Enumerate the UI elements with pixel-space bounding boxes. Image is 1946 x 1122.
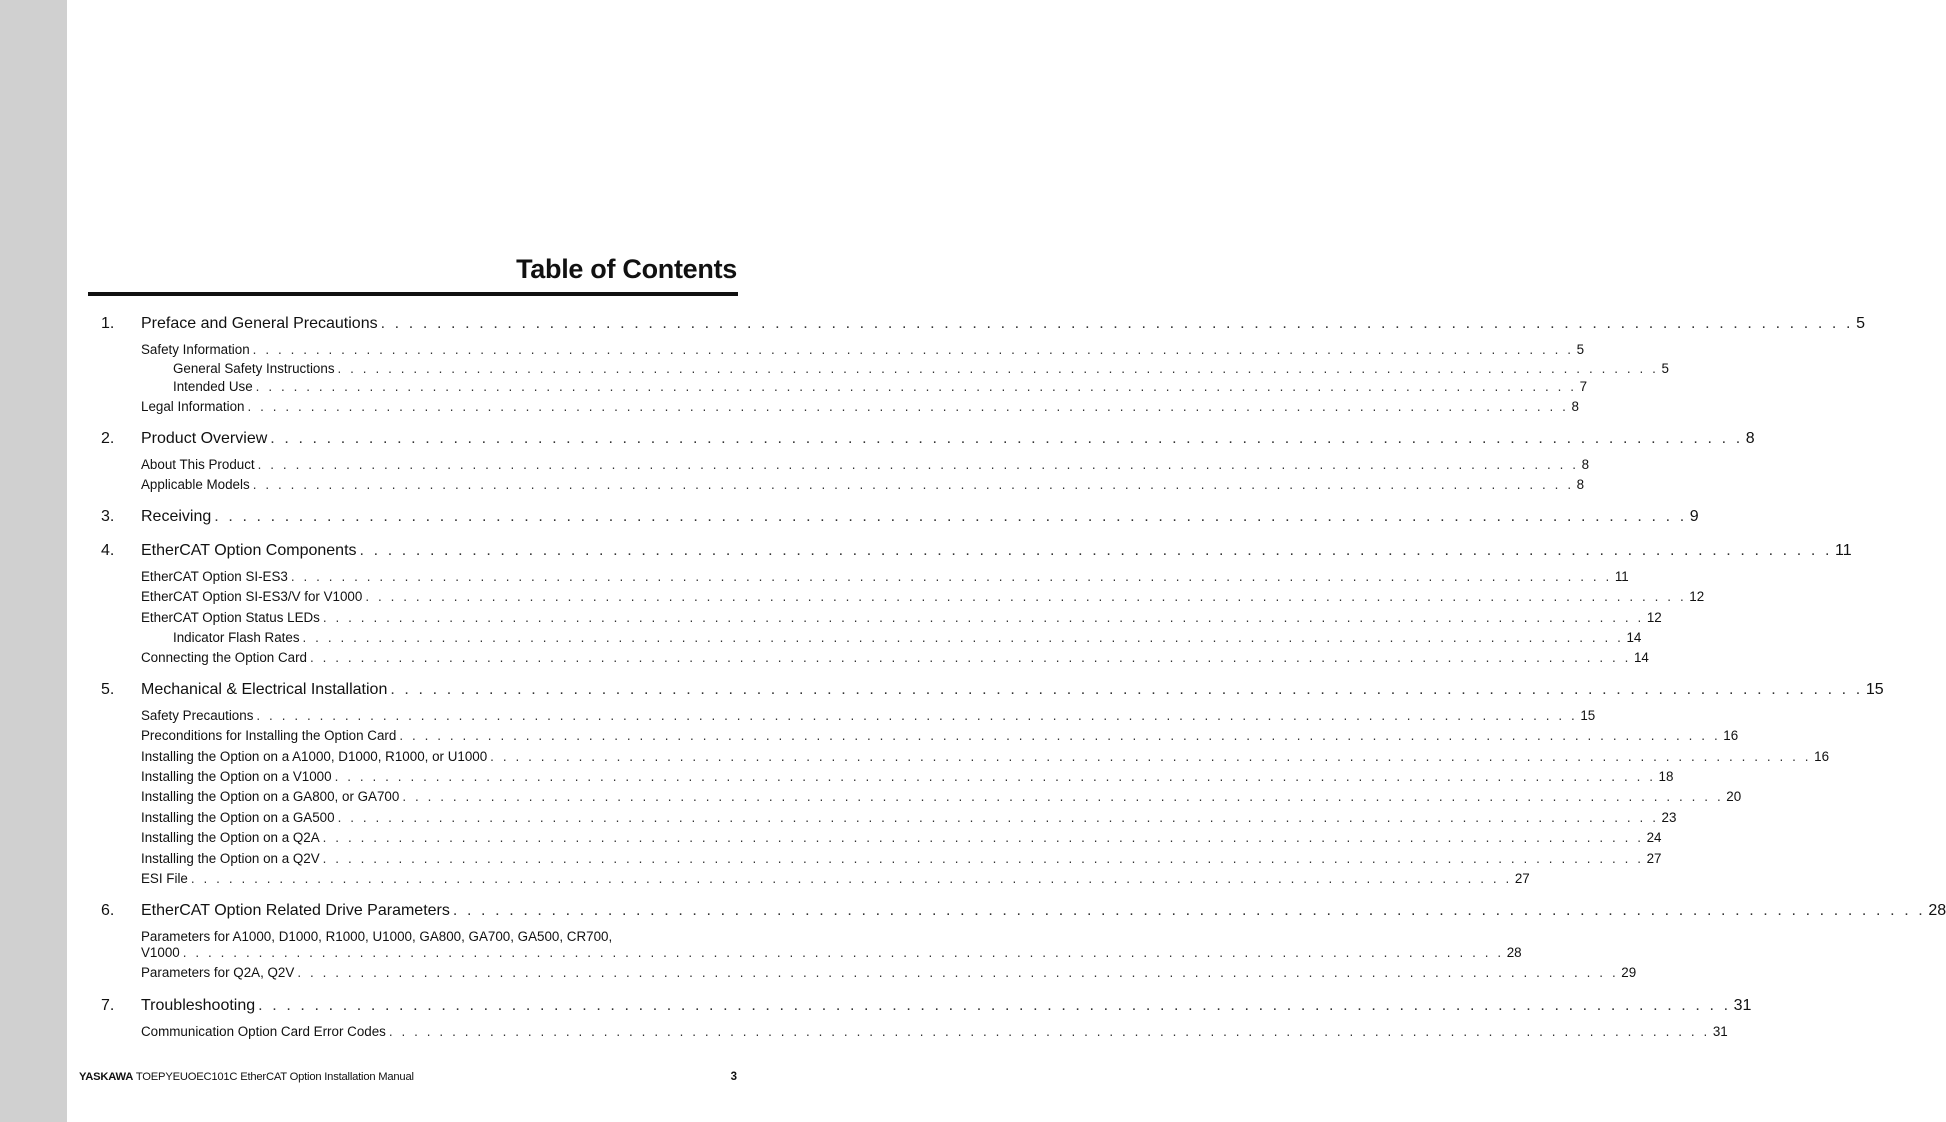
toc-entry-label: Installing the Option on a GA800, or GA700: [141, 789, 400, 804]
toc-entry[interactable]: [141, 945, 1522, 960]
toc-entry[interactable]: [141, 399, 1579, 414]
toc-entry-chapter[interactable]: [141, 997, 1752, 1015]
toc-entry[interactable]: [141, 830, 1662, 845]
toc-entry[interactable]: [141, 589, 1705, 604]
dot-leader: . . . . . . . . . . . . . . . . . . . . . . . . . . . . . . . . . . . . . . . . . . . . . . . . . . . . . . . . . . . . . . . . . . . . . . . . . . . . . . . . . . . . . . . . . . . . . . . . . . . . . . . . .: [190, 871, 1512, 886]
toc-entry-label: Mechanical & Electrical Installation: [141, 681, 388, 698]
dot-leader: . . . . . . . . . . . . . . . . . . . . . . . . . . . . . . . . . . . . . . . . . . . . . . . . . . . . . . . . . . . . . . . . . . . . . . . . . . . . . . . . . . . . . . . . . . . . . . . . . . . . . . . . .: [322, 610, 1644, 625]
dot-leader: . . . . . . . . . . . . . . . . . . . . . . . . . . . . . . . . . . . . . . . . . . . . . . . . . . . . . . . . . . . . . . . . . . . . . . . . . . . . . . . . . . . . . . . . . . . . . . . . . . . . . . . . .: [452, 902, 1926, 919]
toc-entry-label: Installing the Option on a GA500: [141, 810, 335, 825]
footer-brand: YASKAWA: [79, 1071, 134, 1083]
dot-leader: . . . . . . . . . . . . . . . . . . . . . . . . . . . . . . . . . . . . . . . . . . . . . . . . . . . . . . . . . . . . . . . . . . . . . . . . . . . . . . . . . . . . . . . . . . . . . . . . . . . . . . . . .: [380, 315, 1854, 332]
toc-entry-label: Product Overview: [141, 430, 268, 447]
toc-entry-label: Applicable Models: [141, 477, 250, 492]
section-number: 6.: [101, 902, 115, 919]
dot-leader: . . . . . . . . . . . . . . . . . . . . . . . . . . . . . . . . . . . . . . . . . . . . . . . . . . . . . . . . . . . . . . . . . . . . . . . . . . . . . . . . . . . . . . . . . . . . . . . . . . . . . . . . .: [359, 542, 1832, 559]
toc-entry[interactable]: [141, 477, 1585, 492]
toc-entry-label: EtherCAT Option SI-ES3/V for V1000: [141, 589, 363, 604]
toc-entry-page: 5: [1576, 342, 1585, 357]
toc-entry-page: 14: [1633, 650, 1649, 665]
toc-entry-sub[interactable]: [173, 379, 1588, 394]
section-number: 2.: [101, 430, 115, 447]
toc-entry-page: 15: [1865, 681, 1884, 698]
dot-leader: . . . . . . . . . . . . . . . . . . . . . . . . . . . . . . . . . . . . . . . . . . . . . . . . . . . . . . . . . . . . . . . . . . . . . . . . . . . . . . . . . . . . . . . . . . . . . . . . . . . . . . . . .: [402, 789, 1724, 804]
toc-entry-page: 18: [1658, 769, 1674, 784]
toc-entry[interactable]: [141, 789, 1742, 804]
toc-entry[interactable]: [141, 965, 1637, 980]
toc-entry-page: 9: [1689, 508, 1699, 525]
toc-entry-page: 27: [1646, 851, 1662, 866]
toc-entry-chapter[interactable]: [141, 542, 1852, 560]
dot-leader: . . . . . . . . . . . . . . . . . . . . . . . . . . . . . . . . . . . . . . . . . . . . . . . . . . . . . . . . . . . . . . . . . . . . . . . . . . . . . . . . . . . . . . . . . . . . . . . . . . . . . . . . .: [322, 851, 1644, 866]
toc-entry-page: 23: [1661, 810, 1677, 825]
dot-leader: . . . . . . . . . . . . . . . . . . . . . . . . . . . . . . . . . . . . . . . . . . . . . . . . . . . . . . . . . . . . . . . . . . . . . . . . . . . . . . . . . . . . . . . . . . . . . . . . . . . . . . . . .: [252, 342, 1574, 357]
footer-document-title: TOEPYEUOEC101C EtherCAT Option Installation Manual: [135, 1071, 414, 1083]
toc-entry-chapter[interactable]: [141, 902, 1946, 920]
dot-leader: . . . . . . . . . . . . . . . . . . . . . . . . . . . . . . . . . . . . . . . . . . . . . . . . . . . . . . . . . . . . . . . . . . . . . . . . . . . . . . . . . . . . . . . . . . . . . . . . . . . . . . . . .: [252, 477, 1574, 492]
toc-entry[interactable]: [141, 457, 1590, 472]
toc-entry-label: Communication Option Card Error Codes: [141, 1024, 386, 1039]
dot-leader: . . . . . . . . . . . . . . . . . . . . . . . . . . . . . . . . . . . . . . . . . . . . . . . . . . . . . . . . . . . . . . . . . . . . . . . . . . . . . . . . . . . . . . . . . . . . . . . . . . . . . . . . .: [310, 650, 1631, 665]
toc-entry[interactable]: [141, 610, 1662, 625]
dot-leader: . . . . . . . . . . . . . . . . . . . . . . . . . . . . . . . . . . . . . . . . . . . . . . . . . . . . . . . . . . . . . . . . . . . . . . . . . . . . . . . . . . . . . . . . . . . . . . . . . . . . . . . . .: [256, 708, 1578, 723]
toc-entry-chapter[interactable]: [141, 681, 1884, 699]
toc-entry-label: Legal Information: [141, 399, 245, 414]
toc-entry-page: 16: [1723, 728, 1739, 743]
toc-entry-page: 31: [1733, 997, 1752, 1014]
toc-entry-label: EtherCAT Option Status LEDs: [141, 610, 320, 625]
toc-entry-chapter[interactable]: [141, 430, 1755, 448]
toc-entry[interactable]: [141, 650, 1649, 665]
toc-entry[interactable]: [141, 1024, 1728, 1039]
section-number: 1.: [101, 315, 115, 332]
toc-entry[interactable]: [141, 728, 1739, 743]
toc-entry-page: 12: [1646, 610, 1662, 625]
toc-entry-label-line1[interactable]: Parameters for A1000, D1000, R1000, U1000, GA800, GA700, GA500, CR700,: [141, 929, 613, 944]
dot-leader: . . . . . . . . . . . . . . . . . . . . . . . . . . . . . . . . . . . . . . . . . . . . . . . . . . . . . . . . . . . . . . . . . . . . . . . . . . . . . . . . . . . . . . . . . . . . . . . . . . . . . . . . .: [247, 399, 1569, 414]
page-footer: [79, 1071, 414, 1083]
toc-entry-label: Receiving: [141, 508, 212, 525]
section-number: 4.: [101, 542, 115, 559]
dot-leader: . . . . . . . . . . . . . . . . . . . . . . . . . . . . . . . . . . . . . . . . . . . . . . . . . . . . . . . . . . . . . . . . . . . . . . . . . . . . . . . . . . . . . . . . . . . . . . . . . . . . . . . . .: [302, 630, 1624, 645]
toc-entry-page: 20: [1726, 789, 1742, 804]
toc-entry-chapter[interactable]: [141, 508, 1699, 526]
toc-entry-page: 28: [1506, 945, 1522, 960]
dot-leader: . . . . . . . . . . . . . . . . . . . . . . . . . . . . . . . . . . . . . . . . . . . . . . . . . . . . . . . . . . . . . . . . . . . . . . . . . . . . . . . . . . . . . . . . . . . . . . . . . . . . . . . . .: [255, 379, 1577, 394]
toc-entry-label: ESI File: [141, 871, 188, 886]
toc-entry-page: 8: [1576, 477, 1585, 492]
toc-entry-page: 5: [1661, 361, 1669, 376]
toc-entry-page: 11: [1614, 569, 1629, 584]
toc-entry-page: 24: [1646, 830, 1662, 845]
toc-entry-label: EtherCAT Option Components: [141, 542, 357, 559]
toc-entry[interactable]: [141, 342, 1585, 357]
toc-entry-label: Safety Precautions: [141, 708, 254, 723]
toc-entry-page: 7: [1579, 379, 1588, 394]
dot-leader: . . . . . . . . . . . . . . . . . . . . . . . . . . . . . . . . . . . . . . . . . . . . . . . . . . . . . . . . . . . . . . . . . . . . . . . . . . . . . . . . . . . . . . . . . . . . . . . . . . . . . . . . .: [399, 728, 1721, 743]
toc-entry-sub[interactable]: [173, 361, 1669, 376]
dot-leader: . . . . . . . . . . . . . . . . . . . . . . . . . . . . . . . . . . . . . . . . . . . . . . . . . . . . . . . . . . . . . . . . . . . . . . . . . . . . . . . . . . . . . . . . . . . . . . . . . . . . . . . . .: [365, 589, 1687, 604]
toc-entry-label: Installing the Option on a Q2A: [141, 830, 320, 845]
toc-entry-label: Troubleshooting: [141, 997, 256, 1014]
toc-entry-page: 28: [1928, 902, 1946, 919]
toc-entry-page: 14: [1626, 630, 1642, 645]
dot-leader: . . . . . . . . . . . . . . . . . . . . . . . . . . . . . . . . . . . . . . . . . . . . . . . . . . . . . . . . . . . . . . . . . . . . . . . . . . . . . . . . . . . . . . . . . . . . . . . . . . . . . . . . .: [388, 1024, 1710, 1039]
dot-leader: . . . . . . . . . . . . . . . . . . . . . . . . . . . . . . . . . . . . . . . . . . . . . . . . . . . . . . . . . . . . . . . . . . . . . . . . . . . . . . . . . . . . . . . . . . . . . . . . . . . . . . . . .: [490, 749, 1812, 764]
toc-entry-page: 27: [1514, 871, 1530, 886]
toc-entry-page: 29: [1621, 965, 1637, 980]
dot-leader: . . . . . . . . . . . . . . . . . . . . . . . . . . . . . . . . . . . . . . . . . . . . . . . . . . . . . . . . . . . . . . . . . . . . . . . . . . . . . . . . . . . . . . . . . . . . . . . . . . . . . . . . .: [258, 997, 1731, 1014]
toc-entry-label: Installing the Option on a V1000: [141, 769, 332, 784]
toc-entry-page: 16: [1814, 749, 1830, 764]
dot-leader: . . . . . . . . . . . . . . . . . . . . . . . . . . . . . . . . . . . . . . . . . . . . . . . . . . . . . . . . . . . . . . . . . . . . . . . . . . . . . . . . . . . . . . . . . . . . . . . . . . . . . . . . .: [182, 945, 1504, 960]
toc-entry[interactable]: [141, 569, 1629, 584]
toc-entry-page: 31: [1712, 1024, 1728, 1039]
toc-entry-label: Preface and General Precautions: [141, 315, 378, 332]
dot-leader: . . . . . . . . . . . . . . . . . . . . . . . . . . . . . . . . . . . . . . . . . . . . . . . . . . . . . . . . . . . . . . . . . . . . . . . . . . . . . . . . . . . . . . . . . . . . . . . . . . . . . . . . .: [290, 569, 1612, 584]
dot-leader: . . . . . . . . . . . . . . . . . . . . . . . . . . . . . . . . . . . . . . . . . . . . . . . . . . . . . . . . . . . . . . . . . . . . . . . . . . . . . . . . . . . . . . . . . . . . . . . . . . . . . . . . .: [337, 361, 1659, 376]
dot-leader: . . . . . . . . . . . . . . . . . . . . . . . . . . . . . . . . . . . . . . . . . . . . . . . . . . . . . . . . . . . . . . . . . . . . . . . . . . . . . . . . . . . . . . . . . . . . . . . . . . . . . . . . .: [214, 508, 1687, 525]
toc-entry-label: Parameters for Q2A, Q2V: [141, 965, 295, 980]
toc-entry-label: Installing the Option on a A1000, D1000, R1000, or U1000: [141, 749, 488, 764]
toc-entry-label: V1000: [141, 945, 180, 960]
dot-leader: . . . . . . . . . . . . . . . . . . . . . . . . . . . . . . . . . . . . . . . . . . . . . . . . . . . . . . . . . . . . . . . . . . . . . . . . . . . . . . . . . . . . . . . . . . . . . . . . . . . . . . . . .: [297, 965, 1619, 980]
toc-entry[interactable]: [141, 769, 1674, 784]
dot-leader: . . . . . . . . . . . . . . . . . . . . . . . . . . . . . . . . . . . . . . . . . . . . . . . . . . . . . . . . . . . . . . . . . . . . . . . . . . . . . . . . . . . . . . . . . . . . . . . . . . . . . . . . .: [322, 830, 1644, 845]
section-number: 5.: [101, 681, 115, 698]
dot-leader: . . . . . . . . . . . . . . . . . . . . . . . . . . . . . . . . . . . . . . . . . . . . . . . . . . . . . . . . . . . . . . . . . . . . . . . . . . . . . . . . . . . . . . . . . . . . . . . . . . . . . . . . .: [390, 681, 1863, 698]
toc-entry-label: Intended Use: [173, 379, 253, 394]
toc-entry[interactable]: [141, 749, 1830, 764]
toc-entry-page: 15: [1580, 708, 1596, 723]
dot-leader: . . . . . . . . . . . . . . . . . . . . . . . . . . . . . . . . . . . . . . . . . . . . . . . . . . . . . . . . . . . . . . . . . . . . . . . . . . . . . . . . . . . . . . . . . . . . . . . . . . . . . . . . .: [337, 810, 1659, 825]
toc-entry-page: 5: [1856, 315, 1865, 332]
toc-entry[interactable]: [141, 810, 1677, 825]
dot-leader: . . . . . . . . . . . . . . . . . . . . . . . . . . . . . . . . . . . . . . . . . . . . . . . . . . . . . . . . . . . . . . . . . . . . . . . . . . . . . . . . . . . . . . . . . . . . . . . . . . . . . . . . .: [334, 769, 1656, 784]
dot-leader: . . . . . . . . . . . . . . . . . . . . . . . . . . . . . . . . . . . . . . . . . . . . . . . . . . . . . . . . . . . . . . . . . . . . . . . . . . . . . . . . . . . . . . . . . . . . . . . . . . . . . . . . .: [257, 457, 1579, 472]
toc-entry-label: Preconditions for Installing the Option Card: [141, 728, 397, 743]
footer-page-number: 3: [730, 1071, 737, 1083]
dot-leader: . . . . . . . . . . . . . . . . . . . . . . . . . . . . . . . . . . . . . . . . . . . . . . . . . . . . . . . . . . . . . . . . . . . . . . . . . . . . . . . . . . . . . . . . . . . . . . . . . . . . . . . . .: [270, 430, 1743, 447]
toc-entry-page: 8: [1581, 457, 1590, 472]
toc-entry-page: 8: [1745, 430, 1755, 447]
toc-entry[interactable]: [141, 871, 1530, 886]
toc-entry-label: EtherCAT Option SI-ES3: [141, 569, 288, 584]
section-number: 7.: [101, 997, 115, 1014]
toc-entry-sub[interactable]: [173, 630, 1642, 645]
toc-entry-label: Indicator Flash Rates: [173, 630, 300, 645]
toc-entry[interactable]: [141, 708, 1596, 723]
toc-entry-label: EtherCAT Option Related Drive Parameters: [141, 902, 450, 919]
section-number: 3.: [101, 508, 115, 525]
toc-entry-page: 12: [1689, 589, 1705, 604]
toc-entry-page: 11: [1834, 542, 1852, 559]
toc-entry-label: Installing the Option on a Q2V: [141, 851, 320, 866]
toc-entry-label: About This Product: [141, 457, 255, 472]
toc-entry[interactable]: [141, 851, 1662, 866]
toc-entry-page: 8: [1571, 399, 1579, 414]
toc-entry-chapter[interactable]: [141, 315, 1865, 333]
toc-entry-label: Safety Information: [141, 342, 250, 357]
toc-entry-label: Connecting the Option Card: [141, 650, 307, 665]
page-title: Table of Contents: [516, 254, 737, 284]
toc-entry-label: General Safety Instructions: [173, 361, 335, 376]
